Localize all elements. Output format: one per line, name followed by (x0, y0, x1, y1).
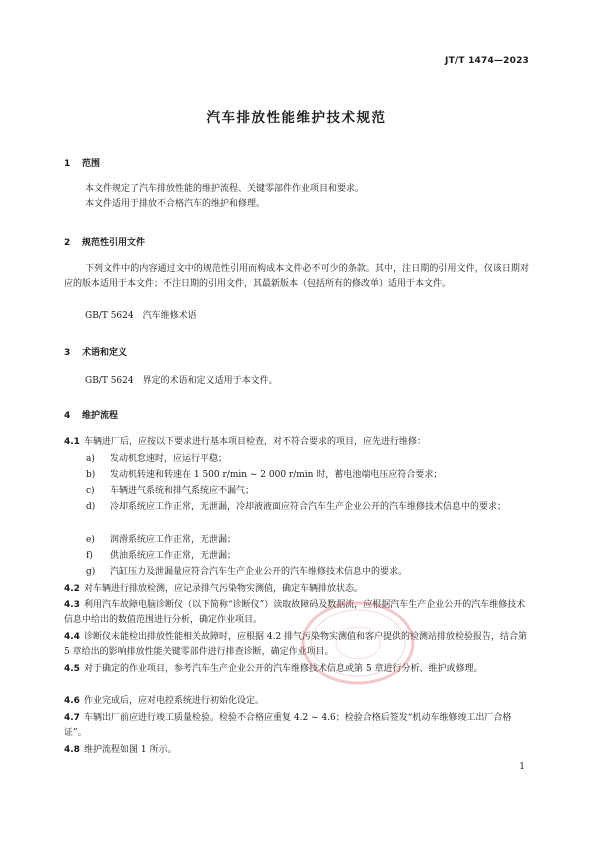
clause-4-3: 4.3 利用汽车故障电脑诊断仪（以下简称“诊断仪”）读取故障码及数据流，应根据汽车生产企业公开的汽车维修技术信息中给出的数值范围进行分析，确定作业项目。 (64, 600, 526, 625)
page-number: 1 (519, 762, 525, 772)
clause-4-1: 4.1 车辆进厂后，应按以下要求进行基本项目检查，对不符合要求的项目，应先进行维修： (64, 437, 427, 447)
list-item: d) 冷却系统应工作正常，无泄漏，冷却液液面应符合汽车生产企业公开的汽车维修技术信息中的要求； (86, 502, 507, 512)
section-heading-4: 4 维护流程 (64, 411, 119, 421)
document-code: JT/T 1474—2023 (445, 56, 529, 66)
list-item: a) 发动机怠速时，应运行平稳； (86, 454, 228, 464)
section-heading-3: 3 术语和定义 (64, 348, 128, 358)
paragraph: GB/T 5624 界定的术语和定义适用于本文件。 (85, 376, 278, 386)
section-heading-2: 2 规范性引用文件 (64, 238, 146, 248)
list-item: b) 发动机转速和转速在 1 500 r/min ~ 2 000 r/min 时，蓄电池端电压应符合要求； (86, 470, 443, 480)
watermark-stamp (298, 598, 418, 688)
paragraph: 本文件规定了汽车排放性能的维护流程、关键零部件作业项目和要求。 (85, 184, 365, 194)
reference-item: GB/T 5624 汽车维修术语 (85, 311, 197, 321)
paragraph: 下列文件中的内容通过文中的规范性引用而构成本文件必不可少的条款。其中，注日期的引用文件，仅该日期对应的版本适用于本文件；不注日期的引用文件，其最新版本（包括所有的修改单）适用于本文件。 (64, 264, 529, 289)
clause-4-5: 4.5 对于确定的作业项目，参考汽车生产企业公开的汽车维修技术信息或第 5 章进行分析、维护或修理。 (64, 664, 483, 674)
list-item: f) 供油系统应工作正常，无泄漏； (86, 551, 237, 561)
section-heading-1: 1 范围 (64, 159, 101, 169)
list-item: e) 润滑系统应工作正常，无泄漏； (86, 535, 237, 545)
clause-4-6: 4.6 作业完成后，应对电控系统进行初始化设定。 (64, 696, 265, 706)
clause-4-8: 4.8 维护流程如图 1 所示。 (64, 745, 177, 755)
list-item: g) 汽缸压力及泄漏量应符合汽车生产企业公开的汽车维修技术信息中的要求。 (86, 567, 408, 577)
clause-4-7: 4.7 车辆出厂前应进行竣工质量检验。检验不合格应重复 4.2 ~ 4.6；检验合格后签发“机动车维修竣工出厂合格证”。 (64, 713, 512, 738)
paragraph: 本文件适用于排放不合格汽车的维护和修理。 (85, 199, 266, 209)
clause-4-4: 4.4 诊断仪未能检出排放性能相关故障时，应根据 4.2 排气污染物实测值和客户提供的检测站排放检验报告，结合第 5 章给出的影响排放性能关键零部件进行排查诊断，确定作业项目。 (64, 632, 528, 657)
page-title: 汽车排放性能维护技术规范 (206, 110, 387, 126)
clause-4-2: 4.2 对车辆进行排放检测，应记录排气污染物实测值，确定车辆排放状态。 (64, 584, 364, 594)
list-item: c) 车辆进气系统和排气系统应不漏气； (86, 486, 255, 496)
